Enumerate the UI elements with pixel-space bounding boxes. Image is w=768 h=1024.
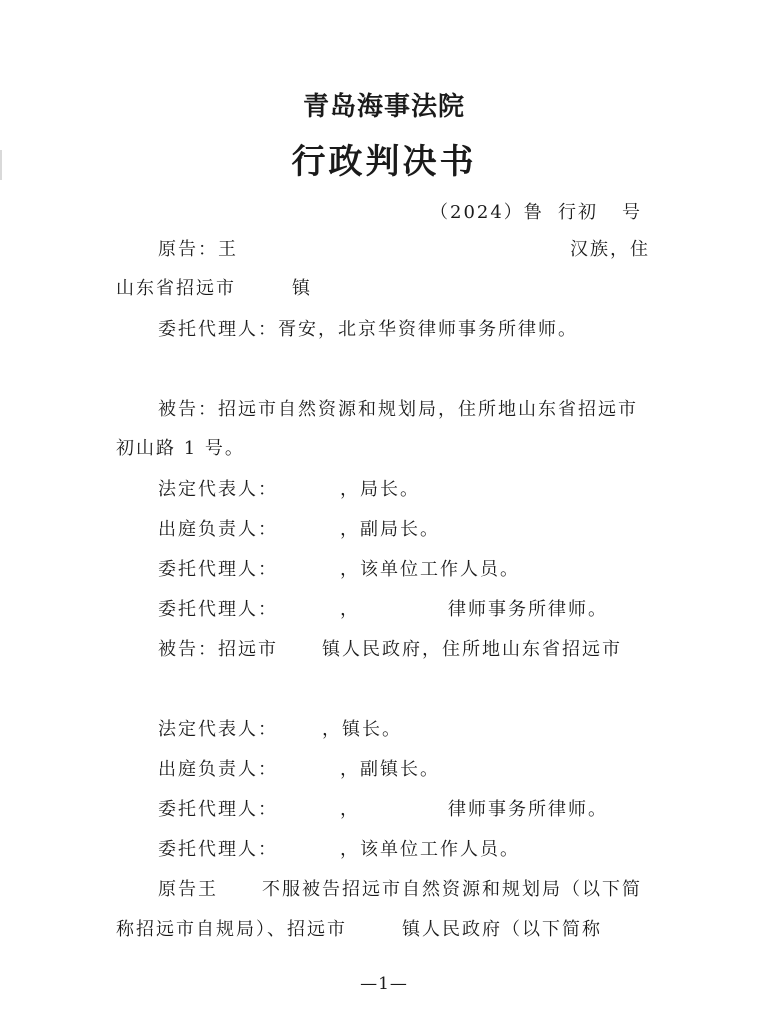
summary-line1-a: 原告王 xyxy=(158,879,218,900)
defendant2-intro-b: 镇人民政府，住所地山东省招远市 xyxy=(322,639,622,660)
case-number-year: （2024）鲁 xyxy=(430,202,544,223)
defendant2-agent1-comma: ， xyxy=(340,799,360,820)
defendant2-court-rep-label: 出庭负责人： xyxy=(158,759,278,780)
defendant2-legal-rep-label: 法定代表人： xyxy=(158,719,278,740)
defendant1-agent2-firm: 律师事务所律师。 xyxy=(448,599,608,620)
plaintiff-label: 原告：王 xyxy=(158,239,238,260)
defendant2-agent1-firm: 律师事务所律师。 xyxy=(448,799,608,820)
defendant2-legal-rep-role: ，镇长。 xyxy=(322,719,402,740)
plaintiff-ethnicity: 汉族，住 xyxy=(570,239,650,260)
case-number-suffix: 号 xyxy=(622,202,642,223)
defendant1-court-rep-role: ，副局长。 xyxy=(340,519,440,540)
summary-line1-b: 不服被告招远市自然资源和规划局（以下简 xyxy=(262,879,642,900)
defendant1-court-rep-label: 出庭负责人： xyxy=(158,519,278,540)
summary-line2-b: 镇人民政府（以下简称 xyxy=(402,919,602,940)
defendant1-legal-rep-label: 法定代表人： xyxy=(158,479,278,500)
page-number: —1— xyxy=(360,974,408,994)
defendant1-intro: 被告：招远市自然资源和规划局，住所地山东省招远市 xyxy=(158,399,638,420)
defendant1-agent1-role: ，该单位工作人员。 xyxy=(340,559,520,580)
defendant2-agent1-label: 委托代理人： xyxy=(158,799,278,820)
case-number-type: 行初 xyxy=(558,202,598,223)
document-title: 行政判决书 xyxy=(291,142,477,182)
summary-line2-a: 称招远市自规局）、招远市 xyxy=(116,919,347,940)
court-name: 青岛海事法院 xyxy=(302,92,465,122)
defendant1-legal-rep-role: ，局长。 xyxy=(340,479,420,500)
defendant1-agent1-label: 委托代理人： xyxy=(158,559,278,580)
defendant2-intro-a: 被告：招远市 xyxy=(158,639,278,660)
defendant2-court-rep-role: ，副镇长。 xyxy=(340,759,440,780)
defendant1-agent2-comma: ， xyxy=(340,599,360,620)
defendant2-agent2-label: 委托代理人： xyxy=(158,839,278,860)
defendant2-agent2-role: ，该单位工作人员。 xyxy=(340,839,520,860)
defendant1-agent2-label: 委托代理人： xyxy=(158,599,278,620)
defendant1-address-cont: 初山路 1 号。 xyxy=(116,438,245,459)
plaintiff-address: 山东省招远市 xyxy=(116,278,236,299)
plaintiff-agent: 委托代理人：胥安，北京华资律师事务所律师。 xyxy=(158,319,578,340)
plaintiff-town: 镇 xyxy=(292,278,312,299)
